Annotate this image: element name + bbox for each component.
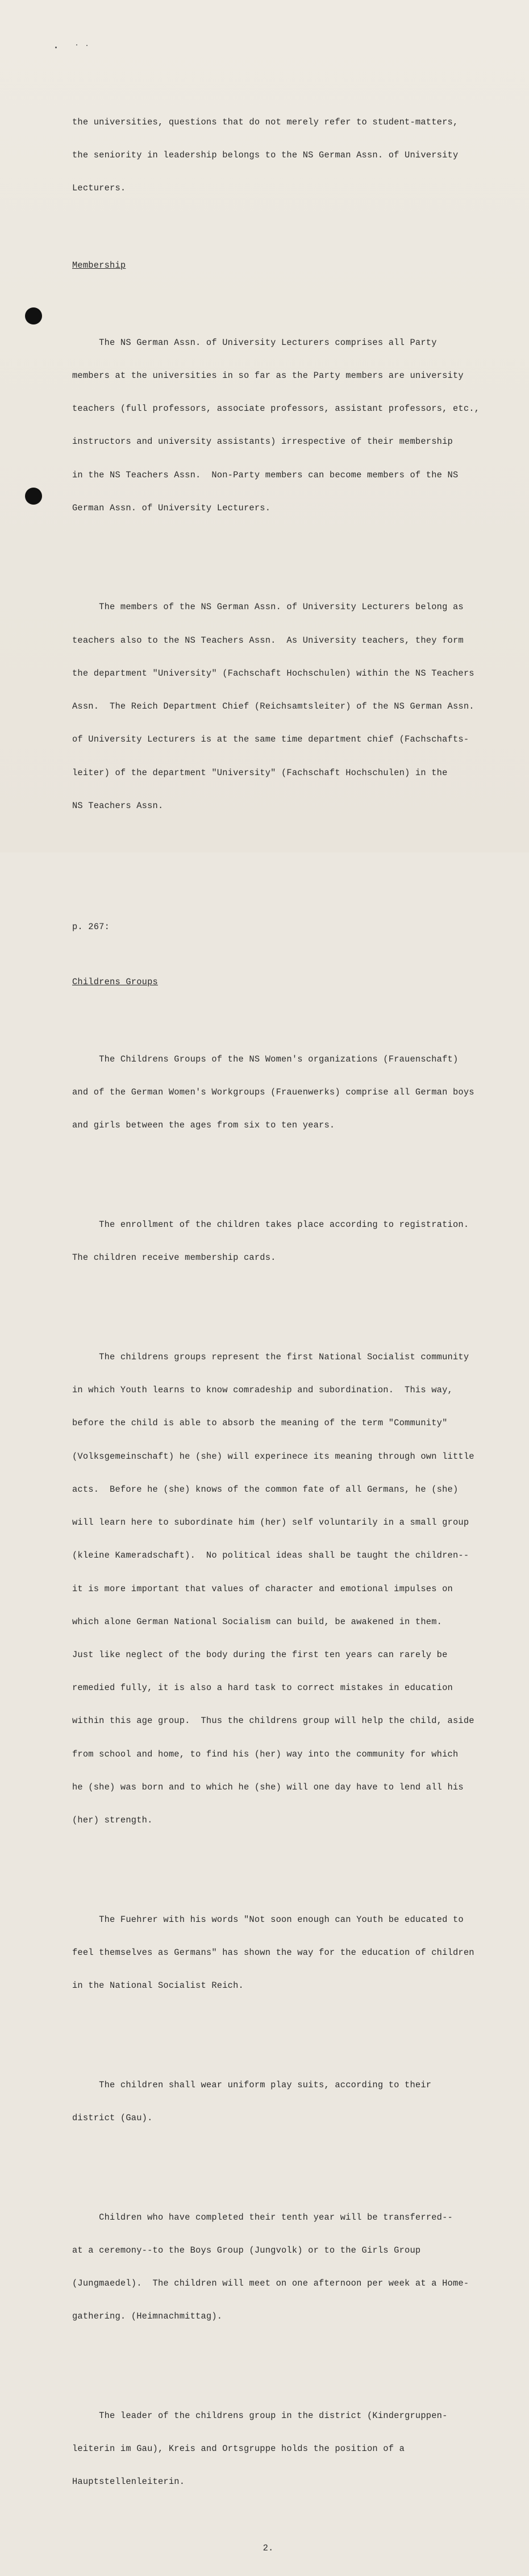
intro-paragraph	[72, 95, 493, 216]
text-line: and girls between the ages from six to ten years.	[72, 1120, 335, 1131]
spacer	[72, 878, 493, 889]
text-line: teachers also to the NS Teachers Assn. As University teachers, they form	[72, 635, 464, 646]
text-line: of University Lecturers is at the same time department chief (Fachschafts-	[72, 734, 469, 745]
text-line: feel themselves as Germans" has shown the way for the education of children	[72, 1947, 474, 1958]
text-line: The enrollment of the children takes place according to registration.	[72, 1220, 469, 1230]
text-line: (her) strength.	[72, 1815, 153, 1826]
membership-paragraph-2	[72, 580, 493, 834]
text-line: The NS German Assn. of University Lecturers comprises all Party	[72, 337, 437, 348]
text-line: acts. Before he (she) knows of the common fate of all Germans, he (she)	[72, 1484, 459, 1495]
text-line: before the child is able to absorb the meaning of the term "Community"	[72, 1418, 448, 1429]
text-line: members at the universities in so far as the Party members are university	[72, 370, 464, 381]
paper-speck	[55, 47, 57, 48]
membership-heading: Membership	[72, 260, 126, 270]
text-line: instructors and university assistants) irrespective of their membership	[72, 436, 453, 447]
page-number: 2.	[263, 2542, 274, 2553]
text-line: Hauptstellenleiterin.	[72, 2477, 185, 2487]
text-line: The leader of the childrens group in the district (Kindergruppen-	[72, 2410, 448, 2421]
childrens-paragraph-3	[72, 1330, 493, 1848]
childrens-paragraph-6	[72, 2190, 493, 2345]
text-line: will learn here to subordinate him (her) self voluntarily in a small group	[72, 1517, 469, 1528]
text-line: leiterin im Gau), Kreis and Ortsgruppe holds the position of a	[72, 2444, 405, 2454]
text-line: and of the German Women's Workgroups (Frauenwerks) comprise all German boys	[72, 1087, 474, 1098]
page-reference: p. 267:	[72, 922, 110, 933]
paper-speck	[76, 44, 77, 45]
text-line: leiter) of the department "University" (Fachschaft Hochschulen) in the	[72, 767, 448, 778]
text-line: Lecturers.	[72, 183, 126, 194]
text-line: remedied fully, it is also a hard task to correct mistakes in education	[72, 1683, 453, 1693]
text-line: (Jungmaedel). The children will meet on one afternoon per week at a Home-	[72, 2278, 469, 2289]
membership-paragraph-1	[72, 315, 493, 536]
text-line: the seniority in leadership belongs to the NS German Assn. of University	[72, 149, 459, 160]
childrens-paragraph-2	[72, 1197, 493, 1285]
childrens-paragraph-4	[72, 1892, 493, 2013]
text-line: The members of the NS German Assn. of University Lecturers belong as	[72, 602, 464, 613]
text-line: Children who have completed their tenth year will be transferred--	[72, 2212, 453, 2223]
text-line: from school and home, to find his (her) way into the community for which	[72, 1749, 459, 1759]
text-line: (Volksgemeinschaft) he (she) will experinece its meaning through own little	[72, 1451, 474, 1462]
text-line: at a ceremony--to the Boys Group (Jungvolk) or to the Girls Group	[72, 2245, 421, 2255]
text-line: teachers (full professors, associate professors, assistant professors, etc.,	[72, 403, 480, 414]
text-line: The children receive membership cards.	[72, 1252, 276, 1263]
text-line: The Fuehrer with his words "Not soon enough can Youth be educated to	[72, 1914, 464, 1925]
childrens-paragraph-7	[72, 2388, 493, 2510]
text-line: NS Teachers Assn.	[72, 800, 164, 811]
text-line: The children shall wear uniform play suits, according to their	[72, 2079, 432, 2090]
childrens-groups-heading: Childrens Groups	[72, 977, 158, 988]
text-line: The Childrens Groups of the NS Women's organizations (Frauenschaft)	[72, 1054, 459, 1065]
text-line: in the National Socialist Reich.	[72, 1980, 244, 1991]
punch-hole-upper	[25, 307, 42, 324]
text-line: gathering. (Heimnachmittag).	[72, 2311, 223, 2322]
childrens-paragraph-1	[72, 1032, 493, 1153]
paper-speck	[86, 45, 88, 46]
document-body	[72, 73, 493, 2576]
text-line: The childrens groups represent the first National Socialist community	[72, 1351, 469, 1362]
childrens-paragraph-5	[72, 2058, 493, 2146]
text-line: Assn. The Reich Department Chief (Reichsamtsleiter) of the NS German Assn.	[72, 701, 474, 712]
text-line: which alone German National Socialism can build, be awakened in them.	[72, 1616, 443, 1627]
text-line: (kleine Kameradschaft). No political ideas shall be taught the children--	[72, 1550, 469, 1561]
text-line: within this age group. Thus the childrens group will help the child, aside	[72, 1716, 474, 1726]
text-line: it is more important that values of character and emotional impulses on	[72, 1583, 453, 1594]
text-line: in the NS Teachers Assn. Non-Party members can become members of the NS	[72, 469, 459, 480]
punch-hole-lower	[25, 488, 42, 505]
text-line: German Assn. of University Lecturers.	[72, 502, 271, 513]
text-line: the universities, questions that do not merely refer to student-matters,	[72, 116, 459, 127]
text-line: the department "University" (Fachschaft Hochschulen) within the NS Teachers	[72, 668, 474, 679]
text-line: Just like neglect of the body during the first ten years can rarely be	[72, 1649, 448, 1660]
text-line: district (Gau).	[72, 2112, 153, 2123]
text-line: in which Youth learns to know comradeship and subordination. This way,	[72, 1385, 453, 1396]
text-line: he (she) was born and to which he (she) will one day have to lend all his	[72, 1782, 464, 1792]
